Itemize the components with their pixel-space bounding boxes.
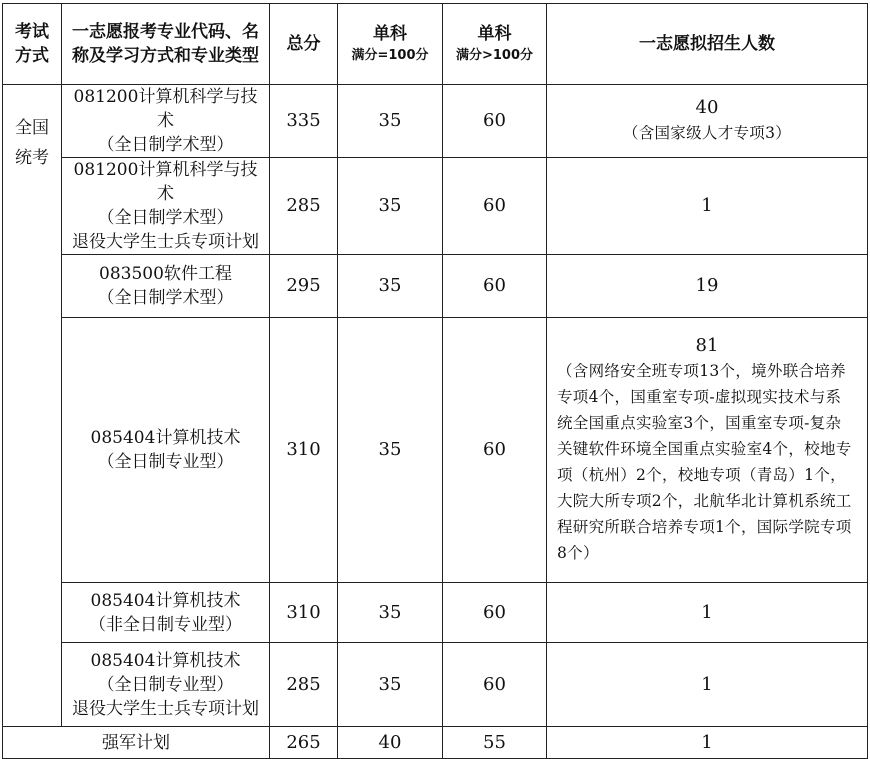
major-cell: 081200计算机科学与技术 （全日制学术型） 退役大学生士兵专项计划 bbox=[62, 158, 270, 255]
total-cell: 285 bbox=[270, 158, 338, 255]
single-gt100-cell: 60 bbox=[443, 318, 547, 583]
header-single-100 bbox=[338, 4, 443, 85]
quota-cell: 1 bbox=[547, 643, 868, 727]
exam-mode-cell: 全国统考 bbox=[3, 85, 62, 727]
single-gt100-cell: 60 bbox=[443, 85, 547, 158]
single-gt100-cell: 55 bbox=[443, 727, 547, 759]
single-100-cell: 35 bbox=[338, 158, 443, 255]
table-row-qiangjun bbox=[3, 727, 868, 759]
header-single-gt100 bbox=[443, 4, 547, 85]
plan-label: 强军计划 bbox=[3, 727, 270, 759]
single-gt100-cell: 60 bbox=[443, 583, 547, 643]
major-cell: 085404计算机技术 （全日制专业型） bbox=[62, 318, 270, 583]
quota-note: （含网络安全班专项13个，境外联合培养专项4个，国重室专项-虚拟现实技术与系统全国重点实验室3个，国重室专项-复杂关键软件环境全国重点实验室4个，校地专项（杭州）2个，校地专项（青岛）1个，大院大所专项2个，北航华北计算机系统工程研究所联合培养专项1个，国际学院专项8个） bbox=[557, 362, 852, 562]
single-gt100-cell: 60 bbox=[443, 255, 547, 318]
major-cell: 085404计算机技术 （非全日制专业型） bbox=[62, 583, 270, 643]
quota-cell: 1 bbox=[547, 583, 868, 643]
total-cell: 265 bbox=[270, 727, 338, 759]
single-100-cell: 35 bbox=[338, 583, 443, 643]
header-single-gt100-title: 单科 bbox=[477, 24, 512, 44]
table-row bbox=[3, 643, 868, 727]
header-single-100-title: 单科 bbox=[373, 24, 407, 44]
table-row bbox=[3, 318, 868, 583]
total-cell: 285 bbox=[270, 643, 338, 727]
table-row bbox=[3, 85, 868, 158]
major-cell: 085404计算机技术 （全日制专业型） 退役大学生士兵专项计划 bbox=[62, 643, 270, 727]
single-gt100-cell: 60 bbox=[443, 643, 547, 727]
header-single-gt100-sub: 满分>100分 bbox=[455, 48, 534, 63]
header-exam-mode: 考试方式 bbox=[3, 4, 62, 85]
header-single-100-sub: 满分=100分 bbox=[351, 48, 429, 63]
total-cell: 310 bbox=[270, 583, 338, 643]
total-cell: 295 bbox=[270, 255, 338, 318]
single-100-cell: 35 bbox=[338, 85, 443, 158]
header-row bbox=[3, 4, 868, 85]
header-total: 总分 bbox=[270, 4, 338, 85]
table-row bbox=[3, 583, 868, 643]
quota-cell: 1 bbox=[547, 727, 868, 759]
single-100-cell: 35 bbox=[338, 318, 443, 583]
major-cell: 083500软件工程 （全日制学术型） bbox=[62, 255, 270, 318]
quota-cell: 81 （含网络安全班专项13个，境外联合培养专项4个，国重室专项-虚拟现实技术与系统全国重点实验室3个，国重室专项-复杂关键软件环境全国重点实验室4个，校地专项（杭州）2个，校地专项（青岛）1个，大院大所专项2个，北航华北计算机系统工程研究所联合培养专项1个，国际学院专项8个） bbox=[547, 318, 868, 583]
single-100-cell: 40 bbox=[338, 727, 443, 759]
major-cell: 081200计算机科学与技术 （全日制学术型） bbox=[62, 85, 270, 158]
header-major: 一志愿报考专业代码、名称及学习方式和专业类型 bbox=[62, 4, 270, 85]
quota-cell: 1 bbox=[547, 158, 868, 255]
table-row bbox=[3, 158, 868, 255]
total-cell: 310 bbox=[270, 318, 338, 583]
total-cell: 335 bbox=[270, 85, 338, 158]
header-quota: 一志愿拟招生人数 bbox=[547, 4, 868, 85]
quota-cell: 19 bbox=[547, 255, 868, 318]
single-100-cell: 35 bbox=[338, 255, 443, 318]
single-100-cell: 35 bbox=[338, 643, 443, 727]
table-row bbox=[3, 255, 868, 318]
quota-cell: 40 （含国家级人才专项3） bbox=[547, 85, 868, 158]
admission-score-table bbox=[2, 3, 868, 759]
single-gt100-cell: 60 bbox=[443, 158, 547, 255]
